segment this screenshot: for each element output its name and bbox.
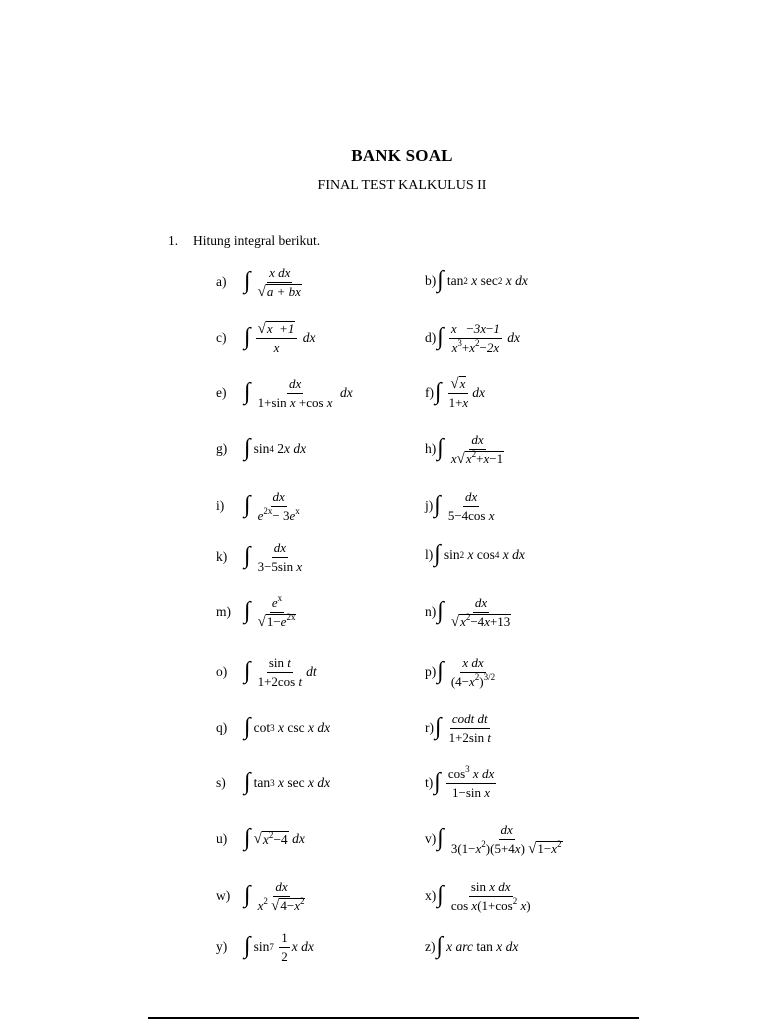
problem-expression: dx $3(1-x^2)(5+4x)$ √ $1-x^2$ xyxy=(450,821,562,857)
problem-y xyxy=(216,922,314,972)
problem-expression: $\frac{\text{sin t}}{\text{1+2cos t}}$ dt xyxy=(257,654,317,689)
integral-sign-icon: ∫ xyxy=(437,324,444,350)
integral-sign-icon: ∫ xyxy=(244,598,251,624)
problem-label: b) xyxy=(425,273,437,288)
problem-expression: x dx √ a + bx xyxy=(257,264,301,300)
problem-label: l) xyxy=(425,547,434,562)
integral-sign-icon: ∫ xyxy=(436,933,444,959)
integral-sign-icon: ∫ xyxy=(244,714,251,740)
problem-r xyxy=(425,703,495,753)
problem-w xyxy=(216,871,309,921)
problem-label: h) xyxy=(425,441,437,456)
integral-sign-icon: ∫ xyxy=(437,825,444,851)
problem-c xyxy=(216,313,315,363)
problem-expression: sin 4 2 x dx xyxy=(253,441,307,456)
problem-a xyxy=(216,257,306,307)
problem-label: i) xyxy=(216,498,225,513)
problem-s xyxy=(216,758,330,808)
problem-expression: $\frac{\text{x dx}}{(4-x^2)^{3/2}}$ xyxy=(450,654,496,689)
problem-z xyxy=(425,922,518,972)
integral-sign-icon: ∫ xyxy=(434,492,441,518)
problem-expression: √ $x^2-4$ dx xyxy=(253,829,305,848)
integral-sign-icon: ∫ xyxy=(244,324,251,350)
problem-g xyxy=(216,424,306,474)
question-number: 1. xyxy=(168,233,179,248)
question-text: Hitung integral berikut. xyxy=(193,233,321,248)
problem-t xyxy=(425,758,498,808)
problem-d xyxy=(425,313,520,363)
problem-expression: $\frac{dx}{\text{5−4cos x}}$ xyxy=(447,488,495,523)
problem-label: q) xyxy=(216,720,228,735)
integral-sign-icon: ∫ xyxy=(244,882,251,908)
problem-label: d) xyxy=(425,330,437,345)
integral-sign-icon: ∫ xyxy=(437,598,444,624)
problem-v xyxy=(425,814,567,864)
problem-expression: √ x +1 x dx xyxy=(257,320,316,355)
problem-label: r) xyxy=(425,720,434,735)
integral-sign-icon: ∫ xyxy=(244,379,251,405)
problem-j xyxy=(425,481,499,531)
integral-sign-icon: ∫ xyxy=(437,435,444,461)
integral-sign-icon: ∫ xyxy=(244,933,251,959)
problem-expression: cot 3 x csc x dx xyxy=(253,720,331,735)
integral-sign-icon: ∫ xyxy=(434,769,441,795)
integral-sign-icon: ∫ xyxy=(244,435,251,461)
integral-sign-icon: ∫ xyxy=(244,825,251,851)
problem-label: w) xyxy=(216,888,231,903)
problem-label: f) xyxy=(425,385,434,400)
problem-q xyxy=(216,703,330,753)
problem-expression: √ x 1+x dx xyxy=(448,375,485,410)
problem-x xyxy=(425,871,535,921)
problem-label: o) xyxy=(216,664,228,679)
problem-label: m) xyxy=(216,604,231,619)
document-subtitle: FINAL TEST KALKULUS II xyxy=(317,178,487,193)
problem-expression: tan 2 x sec 2 x dx xyxy=(446,273,528,288)
problem-label: s) xyxy=(216,775,226,790)
problem-label: c) xyxy=(216,330,227,345)
integral-sign-icon: ∫ xyxy=(244,769,251,795)
integral-sign-icon: ∫ xyxy=(437,658,444,684)
problem-p xyxy=(425,647,499,697)
problem-expression: $\frac{dx}{\text{1+sin x +cos x}}$ dx xyxy=(257,375,353,410)
problem-expression: $\frac{\cos^3 x dx}{\text{1−sin x}}$ xyxy=(447,763,495,800)
problem-e xyxy=(216,368,353,418)
problem-label: g) xyxy=(216,441,228,456)
problem-expression: $\frac{dx}{e^{2x}- 3e^x}$ xyxy=(257,488,300,523)
problem-expression: $\frac{\text{sin x dx}}{\cos x(1+\cos^2 x)}$ xyxy=(450,878,531,913)
problem-i xyxy=(216,481,304,531)
integral-sign-icon: ∫ xyxy=(244,268,251,294)
integral-sign-icon: ∫ xyxy=(437,267,444,293)
question-1 xyxy=(168,233,320,249)
footer-rule xyxy=(148,1017,639,1019)
integral-sign-icon: ∫ xyxy=(435,379,442,405)
problem-label: u) xyxy=(216,831,228,846)
problem-label: k) xyxy=(216,549,228,564)
problem-expression: x arc tan x dx xyxy=(446,939,519,954)
problem-label: t) xyxy=(425,775,434,790)
problem-label: j) xyxy=(425,498,434,513)
problem-expression: dx √ $x^2-4x+13$ xyxy=(450,594,511,630)
problem-b xyxy=(425,256,528,306)
problem-expression: $e^x$ √ $1-e^{2x}$ xyxy=(257,592,296,630)
problem-expression: sin 2 x cos 4 x dx xyxy=(443,547,525,562)
document-title: BANK SOAL xyxy=(351,146,453,165)
problem-expression: dx x √ $x^2+x-1$ xyxy=(450,431,504,467)
integral-sign-icon: ∫ xyxy=(434,541,441,567)
integral-sign-icon: ∫ xyxy=(435,714,442,740)
problem-label: n) xyxy=(425,604,437,619)
problem-label: a) xyxy=(216,274,227,289)
problem-label: z) xyxy=(425,939,436,954)
problem-n xyxy=(425,587,515,637)
integral-sign-icon: ∫ xyxy=(437,882,444,908)
problem-label: p) xyxy=(425,664,437,679)
integral-sign-icon: ∫ xyxy=(244,543,251,569)
problem-expression: $\frac{\text{codt dt}}{\text{1+2sin t}}$ xyxy=(448,710,491,745)
problem-label: v) xyxy=(425,831,437,846)
problem-label: y) xyxy=(216,939,228,954)
problem-h xyxy=(425,424,508,474)
problem-f xyxy=(425,368,485,418)
problem-o xyxy=(216,647,317,697)
problem-expression: $\frac{x -3x-1}{x^3+x^2-2x}$ dx xyxy=(450,320,520,355)
problem-expression: tan 3 x sec x dx xyxy=(253,775,331,790)
problem-u xyxy=(216,814,305,864)
integral-sign-icon: ∫ xyxy=(244,658,251,684)
problem-label: e) xyxy=(216,385,227,400)
problem-m xyxy=(216,587,300,637)
problem-k xyxy=(216,532,306,582)
problem-label: x) xyxy=(425,888,437,903)
problem-l xyxy=(425,530,525,580)
problem-expression: dx $x^2$ √ $4-x^2$ xyxy=(257,878,305,914)
integral-sign-icon: ∫ xyxy=(244,492,251,518)
problem-expression: $\frac{dx}{\text{3−5sin x}}$ xyxy=(257,539,303,574)
problem-expression: sin 7 $\frac{1}{2}$ x dx xyxy=(253,929,314,964)
